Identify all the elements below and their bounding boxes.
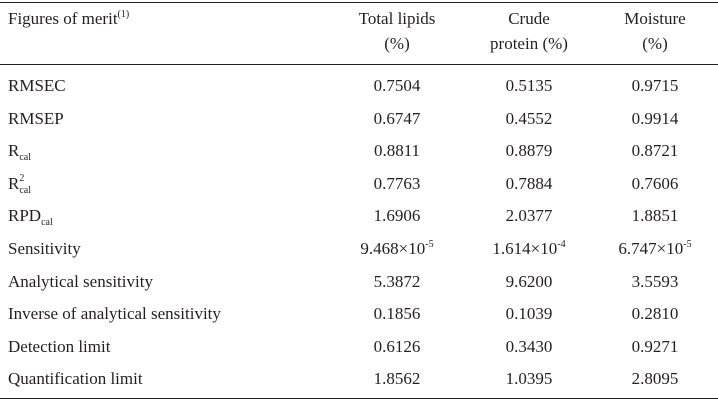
cell-crude-protein: 0.5135 bbox=[505, 76, 553, 95]
header-footnote-marker: (1) bbox=[117, 9, 130, 20]
header-figures-of-merit: Figures of merit$^{(1)}$ bbox=[8, 9, 130, 28]
table-bottom-rule bbox=[0, 398, 718, 399]
table-row bbox=[0, 332, 718, 362]
cell-crude-protein: 9.6200 bbox=[505, 271, 553, 291]
cell-crude-protein: 0.8879 bbox=[505, 141, 553, 161]
row-label: $R_{cal}$ bbox=[8, 141, 31, 164]
cell-moisture: $6.747\times 10^{-5}$ bbox=[618, 239, 692, 258]
table-row bbox=[0, 136, 718, 166]
cell-moisture: 0.7606 bbox=[631, 173, 679, 193]
row-label: RMSEC bbox=[8, 76, 66, 95]
cell-moisture: 0.8721 bbox=[631, 141, 679, 161]
cell-total-lipids: 0.1856 bbox=[373, 304, 421, 324]
cell-moisture: 1.8851 bbox=[631, 206, 679, 226]
table-row bbox=[0, 267, 718, 297]
cell-moisture: 0.9715 bbox=[631, 76, 679, 95]
cell-total-lipids: 5.3872 bbox=[373, 271, 421, 291]
table-row bbox=[0, 169, 718, 199]
header-total-lipids: Total lipids (%) bbox=[358, 9, 436, 53]
table-top-rule bbox=[0, 2, 718, 3]
cell-crude-protein: 0.7884 bbox=[505, 173, 553, 193]
cell-moisture: 0.9914 bbox=[631, 108, 679, 128]
cell-moisture: 0.9271 bbox=[631, 336, 679, 356]
header-moisture: Moisture (%) bbox=[624, 9, 686, 53]
table-row bbox=[0, 299, 718, 329]
cell-crude-protein: 1.0395 bbox=[505, 369, 553, 389]
table-row bbox=[0, 234, 718, 264]
cell-moisture: 2.8095 bbox=[631, 369, 679, 389]
cell-total-lipids: 0.8811 bbox=[373, 141, 421, 161]
cell-crude-protein: 0.4552 bbox=[505, 108, 553, 128]
cell-moisture: 3.5593 bbox=[631, 271, 679, 291]
cell-crude-protein: 2.0377 bbox=[505, 206, 553, 226]
cell-total-lipids: 0.6126 bbox=[373, 336, 421, 356]
cell-total-lipids: 0.7763 bbox=[373, 173, 421, 193]
table-header-rule bbox=[0, 64, 718, 65]
header-crude-protein: Crude protein (%) bbox=[490, 9, 568, 53]
row-label: $RPD_{cal}$ bbox=[8, 206, 53, 229]
row-label: Analytical sensitivity bbox=[8, 271, 153, 291]
table-row bbox=[0, 201, 718, 231]
row-label: Inverse of analytical sensitivity bbox=[8, 304, 221, 324]
table-row bbox=[0, 71, 718, 101]
cell-crude-protein: 0.1039 bbox=[505, 304, 553, 324]
row-label: $R^2_{cal}$ bbox=[8, 172, 31, 196]
cell-moisture: 0.2810 bbox=[631, 304, 679, 324]
cell-crude-protein: $1.614\times 10^{-4}$ bbox=[492, 239, 566, 258]
row-label: RMSEP bbox=[8, 108, 64, 128]
cell-total-lipids: 1.6906 bbox=[373, 206, 421, 226]
table-row bbox=[0, 364, 718, 394]
cell-total-lipids: $9.468\times 10^{-5}$ bbox=[360, 239, 434, 258]
row-label: Sensitivity bbox=[8, 239, 81, 258]
cell-total-lipids: 0.7504 bbox=[373, 76, 421, 95]
cell-total-lipids: 0.6747 bbox=[373, 108, 421, 128]
row-label: Quantification limit bbox=[8, 369, 143, 389]
row-label: Detection limit bbox=[8, 336, 111, 356]
cell-crude-protein: 0.3430 bbox=[505, 336, 553, 356]
table-row bbox=[0, 104, 718, 134]
cell-total-lipids: 1.8562 bbox=[373, 369, 421, 389]
